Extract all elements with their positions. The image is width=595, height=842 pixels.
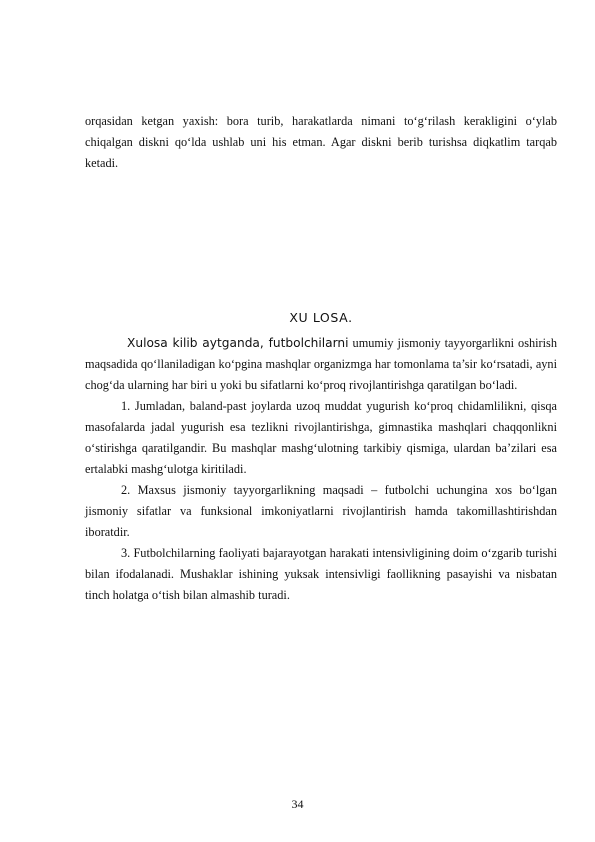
- list-item-2: 2. Maxsus jismoniy tayyorgarlikning maqsadi – futbolchi uchungina xos bo‘lgan jismoniy sifatlar va funksional imkoniyatlarni rivojlantirish hamda takomillashtirishdan iboratdir.: [85, 483, 557, 539]
- list-item-3: 3. Futbolchilarning faoliyati bajarayotgan harakati intensivligining doim o‘zgarib turishi bilan ifodalanadi. Mushaklar ishining yuksak intensivligi faollikning pasayishi va nisbatan tinch holatga o‘tish bilan almashib turadi.: [85, 546, 557, 602]
- page-number: 34: [291, 797, 304, 811]
- section-heading: XU LOSA.: [289, 310, 353, 325]
- intro-paragraph: [85, 333, 557, 396]
- body-text-block: [85, 333, 557, 606]
- intro-rest: umumiy jismoniy tayyorgarlikni oshirish maqsadida qo‘llaniladigan ko‘pgina mashqlar organizmga har tomonlama ta’sir ko‘rsatadi, ayni chog‘da ularning har biri u yoki bu sifatlarni ko‘proq rivojlantirishga qaratilgan bo‘ladi.: [85, 336, 557, 392]
- list-item-1: 1. Jumladan, baland-past joylarda uzoq muddat yugurish ko‘proq chidamlilikni, qisqa masofalarda jadal yugurish esa tezlikni rivojlantirishga, gimnastika mashqlari chaqqonlikni o‘stirishga qaratilgandir. Bu mashqlar mashg‘ulotning tarkibiy qismiga, ulardan ba’zilari esa ertalabki mashg‘ulotga kiritiladi.: [85, 399, 557, 476]
- top-paragraph: orqasidan ketgan yaxish: bora turib, harakatlarda nimani to‘g‘rilash kerakligini o‘ylab chiqalgan diskni qo‘lda ushlab uni his etman. Agar diskni berib turishsa diqkatlim tarqab ketadi.: [85, 114, 557, 170]
- top-text-block: [85, 111, 557, 174]
- intro-lead: Xulosa kilib aytganda, futbolchilarni: [127, 336, 349, 350]
